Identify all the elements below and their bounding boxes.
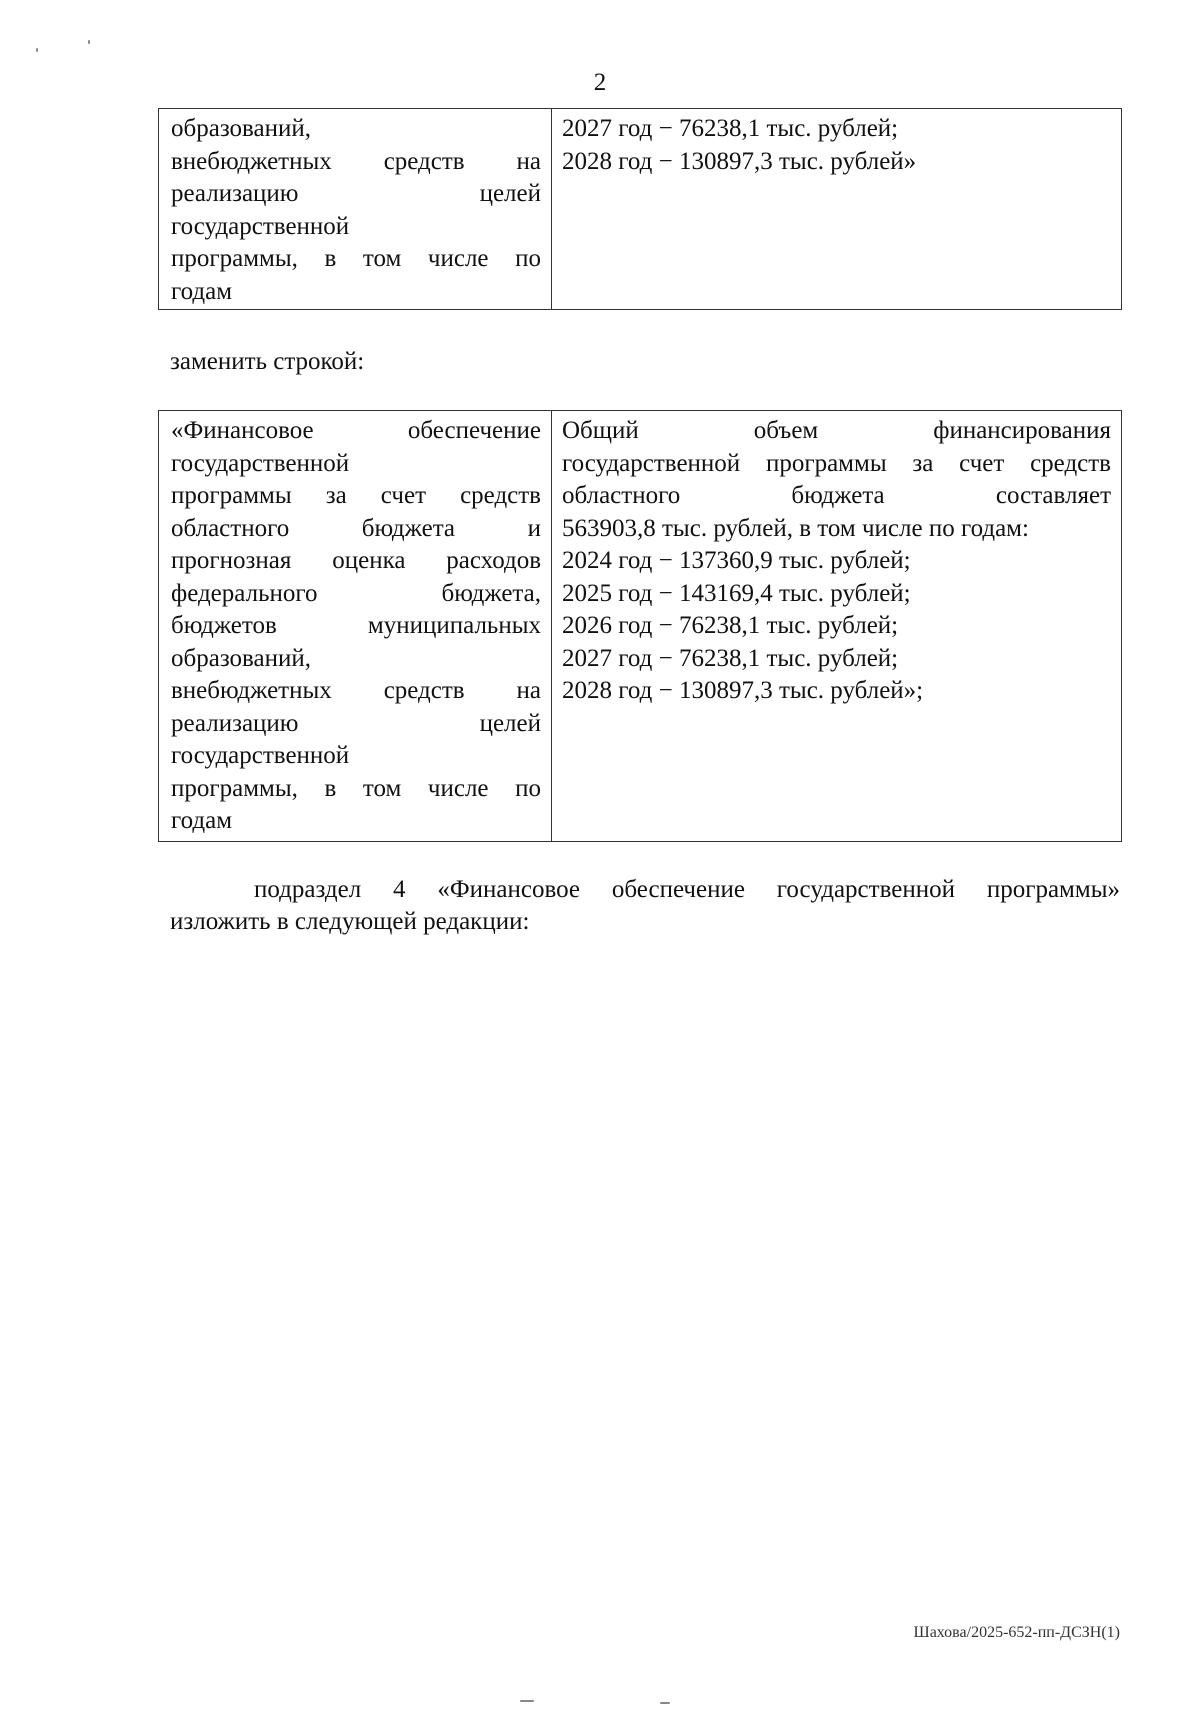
- cell-line: Общий объем финансирования: [562, 417, 1111, 444]
- cell-line: 2024 год − 137360,9 тыс. рублей;: [562, 547, 911, 574]
- cell-line: государственной: [171, 449, 350, 477]
- cell-line: образований,: [171, 644, 312, 672]
- cell-line: внебюджетных средств на: [171, 677, 541, 704]
- cell-line: 2026 год − 76238,1 тыс. рублей;: [562, 612, 899, 639]
- cell-line: программы за счет средств: [171, 482, 541, 509]
- cell-line: 2027 год − 76238,1 тыс. рублей;: [562, 644, 899, 672]
- page-number: 2: [593, 69, 607, 96]
- cell-line: 2028 год − 130897,3 тыс. рублей»;: [562, 677, 924, 704]
- table-row: [159, 411, 1122, 842]
- cell-line: областного бюджета и: [171, 514, 541, 542]
- subsection-paragraph: [170, 874, 1120, 938]
- cell-line: прогнозная оценка расходов: [171, 547, 541, 574]
- document-reference: Шахова/2025-652-пп-ДСЗН(1): [913, 1624, 1120, 1641]
- replacement-table: [158, 410, 1122, 842]
- scan-artifact: [88, 40, 90, 44]
- cell-line: годам: [171, 277, 233, 305]
- cell-line: 2027 год − 76238,1 тыс. рублей;: [562, 115, 899, 142]
- table-cell-value: [552, 411, 1122, 842]
- cell-line: 563903,8 тыс. рублей, в том числе по годам:: [562, 514, 1029, 542]
- cell-line: областного бюджета составляет: [562, 482, 1111, 509]
- passport-table-fragment: [158, 108, 1122, 310]
- cell-line: образований,: [171, 115, 312, 142]
- cell-line: внебюджетных средств на: [171, 147, 541, 175]
- cell-line: программы, в том числе по: [171, 774, 541, 802]
- cell-line: федерального бюджета,: [171, 579, 541, 607]
- scan-artifact: [660, 1702, 670, 1704]
- scan-artifact: [36, 48, 38, 52]
- cell-line: годам: [171, 807, 233, 834]
- cell-line: программы, в том числе по: [171, 245, 541, 272]
- cell-line: государственной: [171, 742, 350, 769]
- paragraph-line: изложить в следующей редакции:: [170, 908, 530, 935]
- replacement-instruction: заменить строкой:: [170, 348, 365, 375]
- table-cell-value: [552, 109, 1122, 310]
- table-cell-label: [159, 411, 552, 842]
- cell-line: 2028 год − 130897,3 тыс. рублей»: [562, 147, 917, 175]
- cell-line: 2025 год − 143169,4 тыс. рублей;: [562, 579, 911, 607]
- cell-line: государственной программы за счет средств: [562, 449, 1111, 477]
- cell-line: «Финансовое обеспечение: [171, 417, 541, 444]
- cell-line: реализацию целей: [171, 709, 541, 737]
- cell-line: бюджетов муниципальных: [171, 612, 541, 639]
- table-row: [159, 109, 1122, 310]
- cell-line: государственной: [171, 212, 350, 240]
- paragraph-line: подраздел 4 «Финансовое обеспечение государственной программы»: [254, 876, 1120, 903]
- scan-artifact: [520, 1700, 534, 1702]
- cell-line: реализацию целей: [171, 180, 541, 207]
- table-cell-label: [159, 109, 552, 310]
